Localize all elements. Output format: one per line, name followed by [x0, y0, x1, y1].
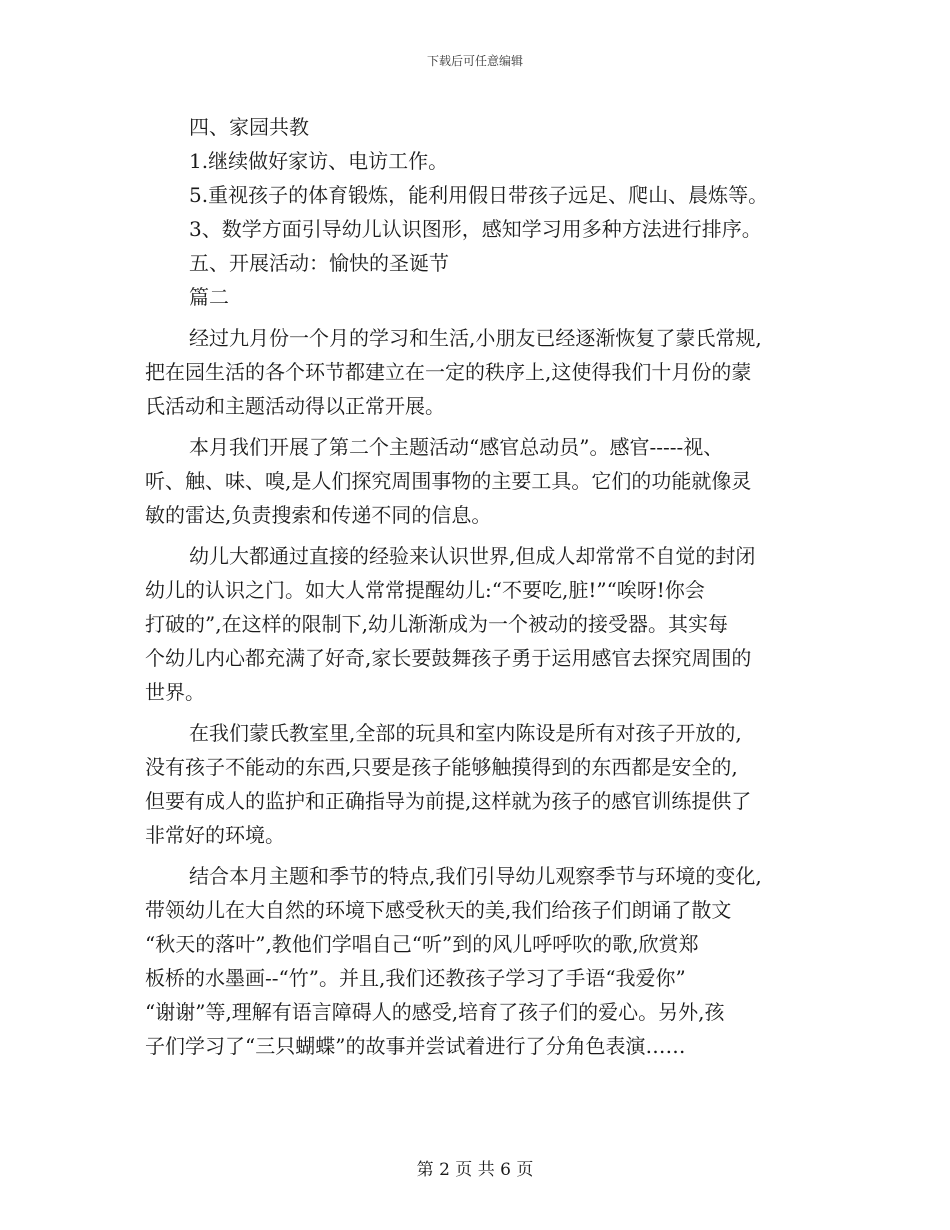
section-heading: 四、家园共教 — [189, 115, 309, 139]
list-item: 5.重视孩子的体育锻炼，能利用假日带孩子远足、爬山、晨炼等。 — [189, 183, 769, 207]
paragraph-line: 带领幼儿在大自然的环境下感受秋天的美,我们给孩子们朗诵了散文 — [145, 898, 732, 922]
paragraph-line: 结合本月主题和季节的特点,我们引导幼儿观察季节与环境的变化, — [189, 864, 762, 888]
paragraph-line: 听、触、味、嗅,是人们探究周围事物的主要工具。它们的功能就像灵 — [145, 469, 752, 493]
list-item: 1.继续做好家访、电访工作。 — [189, 149, 449, 173]
paragraph-line: 经过九月份一个月的学习和生活,小朋友已经逐渐恢复了蒙氏常规, — [189, 326, 762, 350]
paragraph-line: 没有孩子不能动的东西,只要是孩子能够触摸得到的东西都是安全的, — [145, 755, 738, 779]
paragraph-line: 世界。 — [145, 680, 205, 704]
paragraph-line: 敏的雷达,负责搜索和传递不同的信息。 — [145, 503, 492, 527]
article-heading: 篇二 — [189, 285, 229, 309]
section-heading: 五、开展活动：愉快的圣诞节 — [189, 251, 449, 275]
paragraph-line: 个幼儿内心都充满了好奇,家长要鼓舞孩子勇于运用感官去探究周围的 — [145, 646, 752, 670]
paragraph-line: 板桥的水墨画--“竹”。并且,我们还教孩子学习了手语“我爱你” — [145, 966, 686, 990]
paragraph-line: 把在园生活的各个环节都建立在一定的秩序上,这使得我们十月份的蒙 — [145, 360, 752, 384]
paragraph-line: 在我们蒙氏教室里,全部的玩具和室内陈设是所有对孩子开放的, — [189, 721, 742, 745]
paragraph-line: 本月我们开展了第二个主题活动“感官总动员”。感官-----视、 — [189, 435, 724, 459]
paragraph-line: 打破的”,在这样的限制下,幼儿渐渐成为一个被动的接受器。其实每 — [145, 612, 728, 636]
paragraph-line: “秋天的落叶”,教他们学唱自己“听”到的风儿呼呼吹的歌,欣赏郑 — [145, 932, 699, 956]
page-number: 第 2 页 共 6 页 — [416, 1160, 534, 1180]
paragraph-line: 幼儿的认识之门。如大人常常提醒幼儿:“不要吃,脏!”“唉呀!你会 — [145, 578, 705, 602]
paragraph-line: 幼儿大都通过直接的经验来认识世界,但成人却常常不自觉的封闭 — [189, 544, 756, 568]
paragraph-line: 但要有成人的监护和正确指导为前提,这样就为孩子的感官训练提供了 — [145, 789, 752, 813]
paragraph-line: “谢谢”等,理解有语言障碍人的感受,培育了孩子们的爱心。另外,孩 — [145, 1000, 725, 1024]
paragraph-line: 非常好的环境。 — [145, 823, 285, 847]
list-item: 3、数学方面引导幼儿认识图形，感知学习用多种方法进行排序。 — [189, 217, 762, 241]
document-body — [145, 110, 815, 1063]
paragraph-line: 子们学习了“三只蝴蝶”的故事并尝试着进行了分角色表演…… — [145, 1034, 686, 1058]
paragraph-line: 氏活动和主题活动得以正常开展。 — [145, 394, 445, 418]
page-header: 下载后可任意编辑 — [426, 54, 523, 68]
